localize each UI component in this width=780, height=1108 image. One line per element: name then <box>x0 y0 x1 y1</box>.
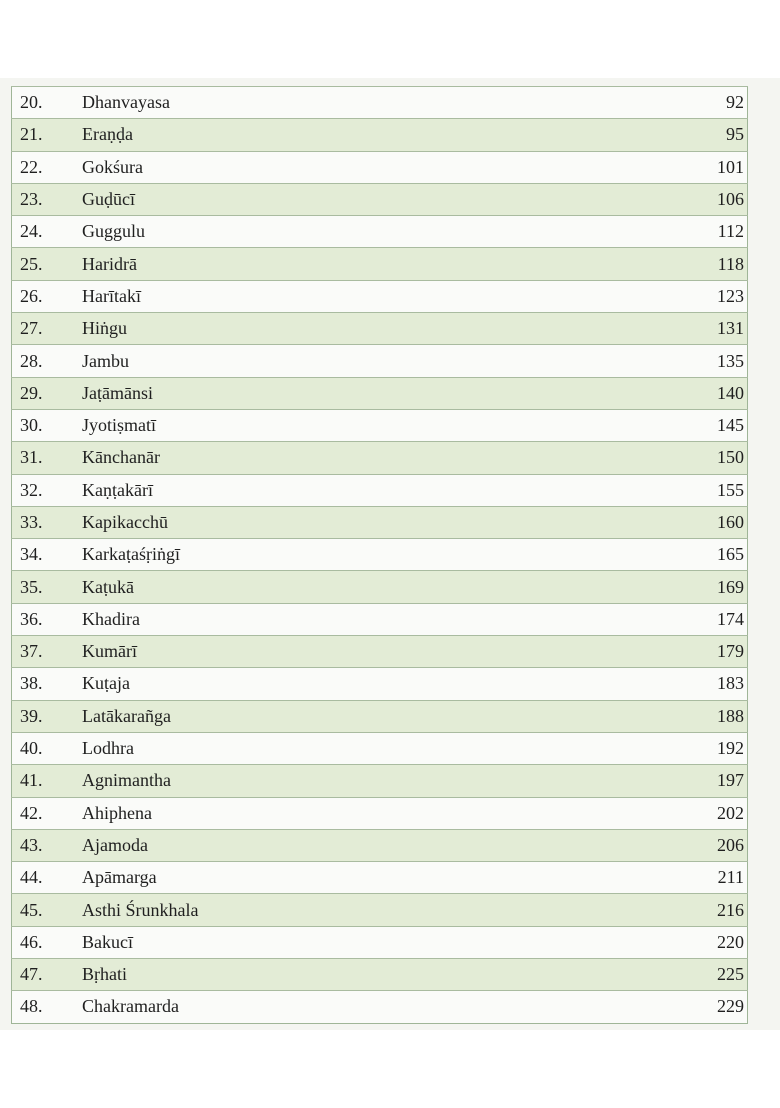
entry-page-number: 160 <box>664 506 748 538</box>
contents-table <box>11 86 748 1024</box>
contents-row <box>12 280 748 312</box>
entry-number: 21. <box>12 119 77 151</box>
entry-page-number: 179 <box>664 636 748 668</box>
entry-number: 47. <box>12 959 77 991</box>
entry-name: Ahiphena <box>76 797 664 829</box>
entry-number: 20. <box>12 87 77 119</box>
entry-name: Agnimantha <box>76 765 664 797</box>
entry-page-number: 225 <box>664 959 748 991</box>
entry-number: 23. <box>12 183 77 215</box>
entry-page-number: 211 <box>664 862 748 894</box>
entry-number: 34. <box>12 539 77 571</box>
entry-page-number: 174 <box>664 603 748 635</box>
entry-number: 48. <box>12 991 77 1023</box>
contents-row <box>12 539 748 571</box>
entry-name: Jaṭāmānsi <box>76 377 664 409</box>
entry-number: 38. <box>12 668 77 700</box>
entry-name: Gokśura <box>76 151 664 183</box>
contents-row <box>12 797 748 829</box>
entry-number: 46. <box>12 926 77 958</box>
entry-name: Jambu <box>76 345 664 377</box>
entry-page-number: 95 <box>664 119 748 151</box>
contents-row <box>12 442 748 474</box>
entry-name: Hiṅgu <box>76 313 664 345</box>
contents-row <box>12 313 748 345</box>
entry-name: Harītakī <box>76 280 664 312</box>
entry-page-number: 165 <box>664 539 748 571</box>
entry-page-number: 92 <box>664 87 748 119</box>
entry-number: 40. <box>12 732 77 764</box>
entry-number: 25. <box>12 248 77 280</box>
entry-name: Apāmarga <box>76 862 664 894</box>
contents-row <box>12 506 748 538</box>
entry-page-number: 123 <box>664 280 748 312</box>
entry-number: 33. <box>12 506 77 538</box>
entry-name: Guggulu <box>76 216 664 248</box>
entry-page-number: 106 <box>664 183 748 215</box>
contents-row <box>12 926 748 958</box>
entry-page-number: 135 <box>664 345 748 377</box>
contents-row <box>12 668 748 700</box>
contents-row <box>12 991 748 1023</box>
entry-number: 44. <box>12 862 77 894</box>
entry-name: Eraṇḍa <box>76 119 664 151</box>
contents-row <box>12 959 748 991</box>
entry-page-number: 183 <box>664 668 748 700</box>
contents-row <box>12 248 748 280</box>
entry-name: Chakramarda <box>76 991 664 1023</box>
entry-number: 37. <box>12 636 77 668</box>
contents-row <box>12 894 748 926</box>
entry-name: Bakucī <box>76 926 664 958</box>
contents-row <box>12 829 748 861</box>
entry-page-number: 220 <box>664 926 748 958</box>
entry-name: Ajamoda <box>76 829 664 861</box>
entry-number: 31. <box>12 442 77 474</box>
entry-number: 24. <box>12 216 77 248</box>
contents-row <box>12 377 748 409</box>
entry-name: Kānchanār <box>76 442 664 474</box>
entry-page-number: 206 <box>664 829 748 861</box>
entry-name: Kaṇṭakārī <box>76 474 664 506</box>
entry-name: Lodhra <box>76 732 664 764</box>
entry-page-number: 197 <box>664 765 748 797</box>
contents-row <box>12 765 748 797</box>
entry-page-number: 131 <box>664 313 748 345</box>
entry-number: 36. <box>12 603 77 635</box>
entry-name: Asthi Śrunkhala <box>76 894 664 926</box>
entry-number: 43. <box>12 829 77 861</box>
contents-row <box>12 700 748 732</box>
entry-page-number: 192 <box>664 732 748 764</box>
entry-name: Jyotiṣmatī <box>76 409 664 441</box>
entry-number: 29. <box>12 377 77 409</box>
entry-name: Karkaṭaśṛiṅgī <box>76 539 664 571</box>
contents-row <box>12 409 748 441</box>
entry-number: 27. <box>12 313 77 345</box>
entry-name: Bṛhati <box>76 959 664 991</box>
entry-number: 28. <box>12 345 77 377</box>
entry-number: 42. <box>12 797 77 829</box>
entry-page-number: 150 <box>664 442 748 474</box>
entry-name: Guḍūcī <box>76 183 664 215</box>
entry-number: 41. <box>12 765 77 797</box>
entry-page-number: 202 <box>664 797 748 829</box>
entry-page-number: 229 <box>664 991 748 1023</box>
entry-number: 26. <box>12 280 77 312</box>
contents-table-body <box>12 87 748 1024</box>
entry-number: 39. <box>12 700 77 732</box>
contents-row <box>12 862 748 894</box>
entry-name: Kapikacchū <box>76 506 664 538</box>
entry-number: 30. <box>12 409 77 441</box>
entry-number: 45. <box>12 894 77 926</box>
contents-row <box>12 87 748 119</box>
entry-page-number: 112 <box>664 216 748 248</box>
contents-row <box>12 151 748 183</box>
entry-page-number: 140 <box>664 377 748 409</box>
entry-name: Kaṭukā <box>76 571 664 603</box>
contents-row <box>12 571 748 603</box>
entry-name: Kumārī <box>76 636 664 668</box>
entry-number: 32. <box>12 474 77 506</box>
entry-page-number: 118 <box>664 248 748 280</box>
contents-row <box>12 732 748 764</box>
contents-row <box>12 216 748 248</box>
contents-row <box>12 345 748 377</box>
entry-page-number: 188 <box>664 700 748 732</box>
entry-page-number: 155 <box>664 474 748 506</box>
entry-name: Latākarañga <box>76 700 664 732</box>
entry-name: Haridrā <box>76 248 664 280</box>
entry-page-number: 145 <box>664 409 748 441</box>
entry-number: 35. <box>12 571 77 603</box>
contents-row <box>12 183 748 215</box>
entry-name: Dhanvayasa <box>76 87 664 119</box>
entry-page-number: 216 <box>664 894 748 926</box>
entry-name: Kuṭaja <box>76 668 664 700</box>
contents-row <box>12 603 748 635</box>
contents-row <box>12 119 748 151</box>
contents-row <box>12 474 748 506</box>
entry-page-number: 169 <box>664 571 748 603</box>
entry-number: 22. <box>12 151 77 183</box>
entry-name: Khadira <box>76 603 664 635</box>
entry-page-number: 101 <box>664 151 748 183</box>
contents-row <box>12 636 748 668</box>
